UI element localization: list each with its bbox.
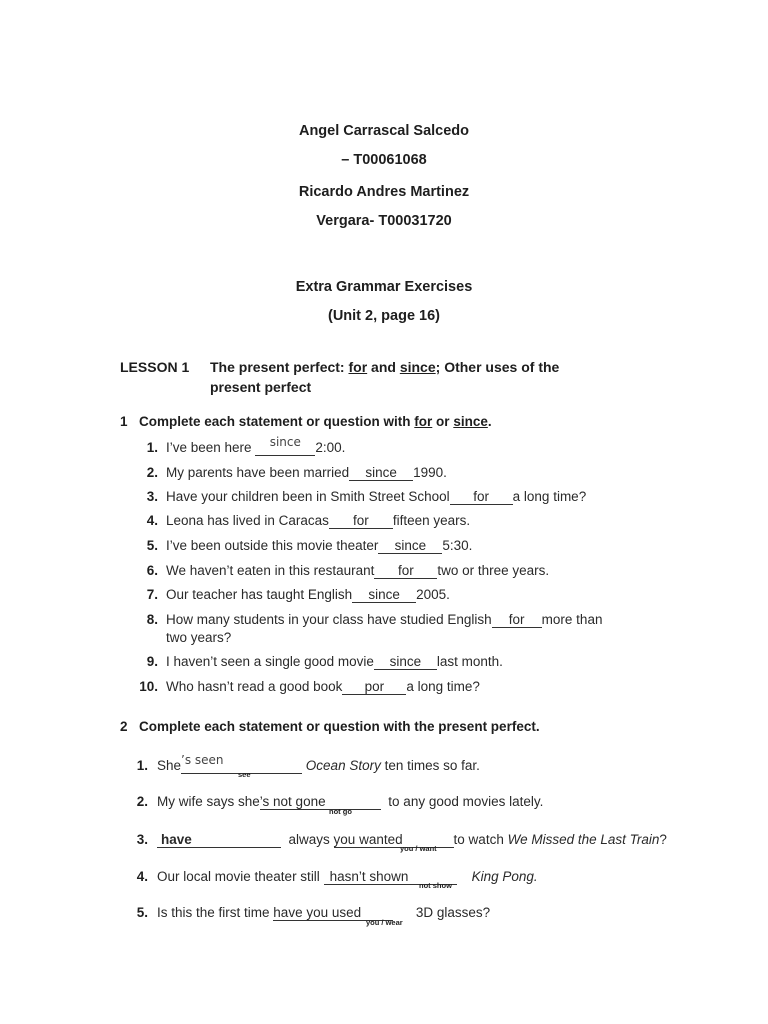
author-1-name: Angel Carrascal Salcedo (298, 123, 470, 139)
ex2-item-number: 4. (136, 869, 148, 884)
ex1-item-text: We haven’t eaten in this restaurant for two or three years. (166, 563, 550, 578)
ex1-item-text: How many students in your class have studied English for more than (166, 612, 603, 627)
ex2-item-text: My wife says she’s not gone to any good movies lately. (157, 794, 544, 809)
ex1-item-text-line2: two years? (166, 630, 232, 645)
ex1-item-text: Who hasn’t read a good book por a long time? (166, 679, 480, 694)
ex1-item-text: My parents have been married since 1990. (166, 465, 447, 480)
ex1-item-number: 7. (146, 587, 158, 602)
ex1-item-number: 8. (146, 612, 158, 627)
ex1-answer-blank[interactable]: por (342, 680, 406, 695)
document-subtitle: (Unit 2, page 16) (328, 308, 440, 324)
ex1-item-number: 5. (146, 538, 158, 553)
ex1-answer-blank[interactable]: since (352, 588, 416, 603)
ex1-item-text: I’ve been here since 2:00. (166, 435, 346, 455)
ex2-item-number: 1. (136, 758, 148, 773)
exercise-1-number: 1 (120, 414, 128, 429)
author-1-id: – T00061068 (341, 152, 427, 168)
ex2-answer-blank[interactable]: ’s seen (181, 759, 302, 774)
ex2-item-number: 3. (136, 832, 148, 847)
ex2-answer-blank[interactable]: hasn’t shown (324, 870, 457, 885)
ex1-answer-blank[interactable]: since (374, 655, 437, 670)
ex2-verb-hint: you / want (400, 844, 437, 853)
ex2-answer-blank[interactable]: have you used (273, 906, 393, 921)
ex2-verb-hint: not show (419, 881, 452, 890)
ex2-verb-hint: see (238, 770, 251, 779)
ex1-item-text: Have your children been in Smith Street School for a long time? (166, 489, 587, 504)
ex1-item-number: 1. (146, 440, 158, 455)
ex1-answer-blank[interactable]: since (255, 441, 315, 456)
ex1-answer-blank[interactable]: since (378, 539, 442, 554)
ex1-item-number: 3. (146, 489, 158, 504)
ex1-answer-blank[interactable]: for (374, 564, 437, 579)
ex2-answer-blank[interactable]: you wanted (334, 833, 454, 848)
ex2-item-text: Our local movie theater still hasn’t shown King Pong. (157, 869, 538, 884)
lesson-title-line2: present perfect (210, 379, 312, 395)
ex1-item-number: 4. (146, 513, 158, 528)
exercise-1-instruction: Complete each statement or question with for or since. (139, 414, 492, 429)
ex2-verb-hint: you / wear (366, 918, 403, 927)
document-title: Extra Grammar Exercises (295, 279, 473, 295)
ex1-answer-blank[interactable]: for (492, 613, 542, 628)
ex2-item-number: 5. (136, 905, 148, 920)
exercise-2-number: 2 (120, 719, 128, 734)
ex2-item-text: Is this the first time have you used 3D glasses? (157, 905, 491, 920)
ex1-item-number: 9. (146, 654, 158, 669)
author-2-id: Vergara- T00031720 (316, 213, 452, 229)
ex1-item-number: 10. (139, 679, 158, 694)
ex1-item-number: 2. (146, 465, 158, 480)
ex2-answer-blank[interactable]: have (157, 833, 281, 848)
lesson-title: The present perfect: for and since; Other uses of the (210, 359, 560, 375)
ex1-answer-blank[interactable]: for (329, 514, 393, 529)
ex1-item-text: Leona has lived in Caracas for fifteen years. (166, 513, 471, 528)
ex1-item-text: Our teacher has taught English since 2005. (166, 587, 450, 602)
ex2-verb-hint: not go (329, 807, 352, 816)
ex1-item-text: I haven’t seen a single good movie since last month. (166, 654, 503, 669)
ex1-item-number: 6. (146, 563, 158, 578)
ex1-item-text: I’ve been outside this movie theater since 5:30. (166, 538, 473, 553)
exercise-2-instruction: Complete each statement or question with the present perfect. (139, 719, 540, 734)
ex2-item-number: 2. (136, 794, 148, 809)
ex1-answer-blank[interactable]: for (450, 490, 513, 505)
lesson-label: LESSON 1 (120, 359, 190, 375)
author-2-name: Ricardo Andres Martinez (298, 184, 470, 200)
ex1-answer-blank[interactable]: since (349, 466, 413, 481)
ex2-answer-blank[interactable]: ’s not gone (260, 795, 381, 810)
ex2-item-text: She’s seen Ocean Story ten times so far. (157, 753, 480, 773)
ex2-item-text: have always you wanted to watch We Missed the Last Train? (157, 832, 667, 848)
